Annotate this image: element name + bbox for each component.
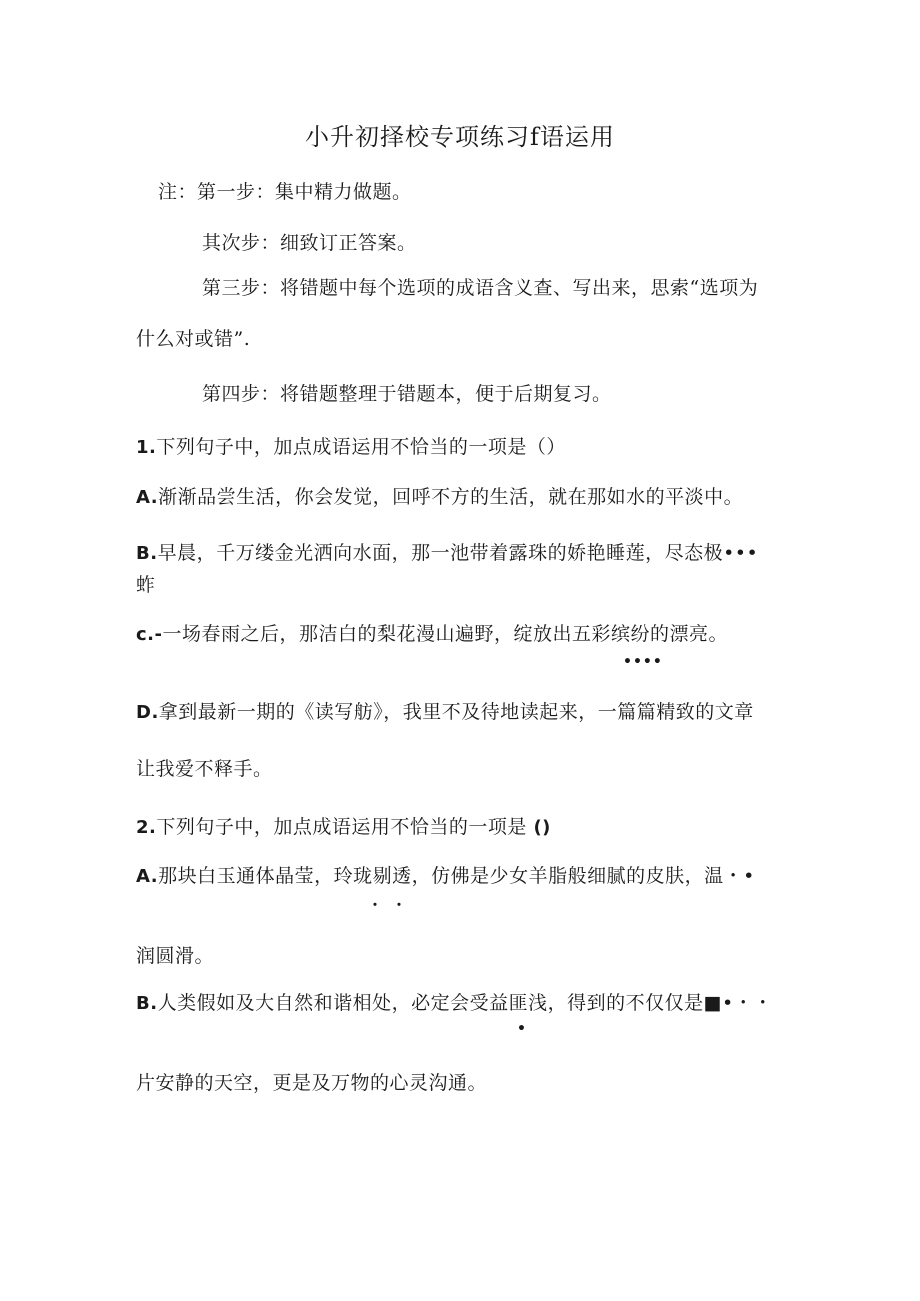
question-2	[136, 815, 551, 840]
note-step-3-continued: 什么对或错”.	[136, 328, 251, 350]
emphasis-dot: •	[517, 1021, 527, 1037]
question-1-option-b	[136, 541, 758, 566]
question-1-option-a	[136, 485, 743, 510]
question-2-answer-paren: ()	[533, 817, 551, 838]
option-d-label: D.	[136, 702, 159, 723]
note-step-2: 其次步：细致订正答案。	[202, 232, 417, 254]
question-1-option-c	[136, 622, 728, 647]
question-2-number: 2.	[136, 817, 157, 838]
page-title: 小升初择校专项练习f语运用	[305, 123, 615, 151]
option-d-text: 拿到最新一期的《读写舫》，我里不及待地读起来，一篇篇精致的文章	[158, 701, 754, 723]
option-a-label: A.	[136, 866, 159, 887]
question-2-option-a-continued: 润圆滑。	[136, 945, 215, 967]
option-c-label: c.-	[136, 624, 163, 645]
emphasis-dots: ・・	[368, 898, 416, 914]
option-a-label: A.	[136, 487, 159, 508]
note-step-3: 第三步：将错题中每个选项的成语含义查、写出来，思索“选项为	[202, 277, 759, 299]
question-1-option-d-continued: 让我爱不释手。	[136, 758, 273, 780]
question-1-option-b-continued: 蚱	[136, 574, 156, 596]
option-a-text: 那块白玉通体晶莹，玲珑剔透，仿佛是少女羊脂般细腻的皮肤，温・•	[158, 865, 755, 887]
question-2-option-a	[136, 864, 755, 889]
question-2-option-b	[136, 991, 773, 1016]
emphasis-dots: ••••	[623, 654, 663, 670]
question-2-option-b-continued: 片安静的天空，更是及万物的心灵沟通。	[136, 1072, 488, 1094]
option-a-text: 渐渐品尝生活，你会发觉，回呼不方的生活，就在那如水的平淡中。	[158, 486, 744, 508]
option-b-label: B.	[136, 993, 158, 1014]
note-step-4: 第四步：将错题整理于错题本，便于后期复习。	[202, 383, 612, 405]
option-c-text: 一场春雨之后，那洁白的梨花漫山遍野，绽放出五彩缤纷的漂亮。	[162, 623, 728, 645]
question-1-option-d	[136, 700, 754, 725]
question-2-stem: 下列句子中，加点成语运用不恰当的一项是	[156, 816, 527, 838]
option-b-label: B.	[136, 543, 158, 564]
question-1-number: 1.	[136, 437, 157, 458]
question-1	[136, 435, 566, 460]
question-1-stem: 下列句子中，加点成语运用不恰当的一项是（）	[156, 436, 566, 458]
option-b-text: 早晨，千万缕金光洒向水面，那一池带着露珠的娇艳睡莲，尽态极•••	[157, 542, 759, 564]
option-b-text: 人类假如及大自然和谐相处，必定会受益匪浅，得到的不仅仅是■•・・	[157, 992, 773, 1014]
note-step-1: 注：第一步：集中精力做题。	[158, 181, 412, 203]
